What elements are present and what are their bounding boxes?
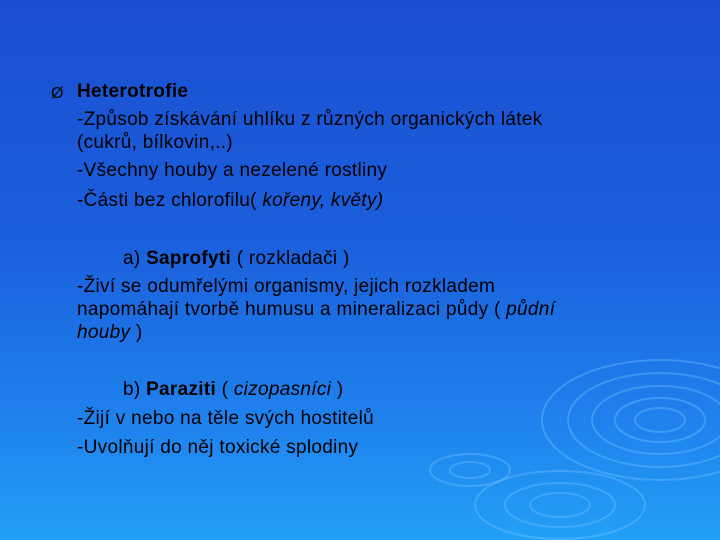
- heading-line: [77, 81, 188, 103]
- list-marker: a): [123, 248, 147, 269]
- italic-text: cizopasníci: [233, 379, 332, 400]
- italic-text: houby: [77, 322, 131, 343]
- text-span: (: [216, 379, 234, 400]
- text-line: -Způsob získávání uhlíku z různých organických látek: [77, 109, 543, 130]
- text-line: [77, 299, 555, 321]
- text-span: ): [130, 322, 143, 343]
- italic-text: kořeny, květy): [262, 190, 384, 211]
- list-marker: b): [123, 379, 147, 400]
- heading: Heterotrofie: [77, 81, 189, 102]
- term-saprofyti: Saprofyti: [146, 248, 232, 269]
- text-span: ( rozkladači ): [231, 248, 350, 269]
- text-line: -Všechny houby a nezelené rostliny: [77, 160, 388, 181]
- text-line: (cukrů, bílkovin,..): [77, 132, 233, 153]
- text-line: -Žijí v nebo na těle svých hostitelů: [77, 408, 374, 429]
- term-paraziti: Paraziti: [146, 379, 217, 400]
- arrow-bullet-icon: Ø: [51, 85, 64, 102]
- text-line: [77, 322, 143, 344]
- text-span: ): [331, 379, 344, 400]
- text-line: -Uvolňují do něj toxické splodiny: [77, 437, 359, 458]
- text-span: napomáhají tvorbě humusu a mineralizaci půdy (: [77, 299, 507, 320]
- text-line: -Živí se odumřelými organismy, jejich rozkladem: [77, 276, 496, 297]
- paraziti-heading: [123, 379, 343, 401]
- text-line: [77, 190, 383, 212]
- italic-text: půdní: [506, 299, 556, 320]
- saprofyti-heading: [123, 248, 350, 270]
- text-span: -Části bez chlorofilu(: [77, 190, 263, 211]
